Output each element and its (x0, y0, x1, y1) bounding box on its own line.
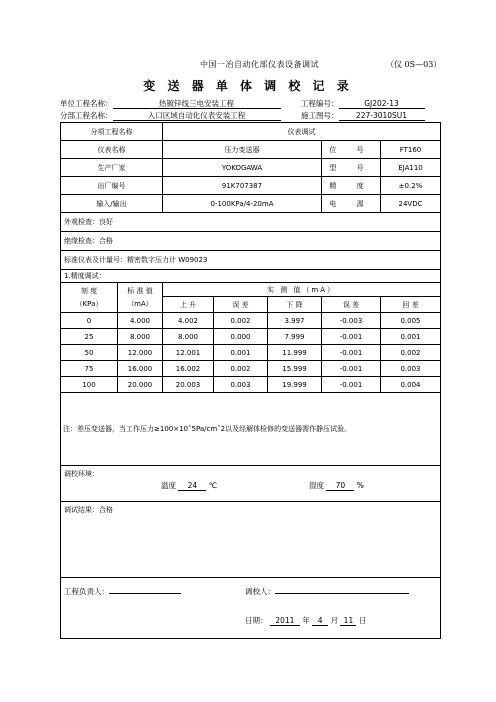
scale-header-unit: （KPa） (75, 299, 103, 308)
date-group (245, 615, 366, 626)
environment-cell (61, 466, 441, 502)
manufacturer-label: 生产厂家 (61, 159, 163, 177)
date-month: 4 (312, 616, 328, 626)
cell-scale: 50 (61, 345, 118, 361)
tag-label: 位 号 (322, 141, 381, 159)
table-row (61, 313, 441, 329)
cell-rising-error: 0.002 (214, 313, 268, 329)
serial-row (61, 177, 441, 195)
environment-row (61, 466, 441, 502)
cell-rising-error: 0.000 (214, 329, 268, 345)
signature-cell (61, 578, 441, 639)
subitem-label: 分项工程名称 (61, 123, 163, 141)
instrument-row (61, 141, 441, 159)
sub-project-label: 分部工程名称： (60, 111, 113, 120)
unit-project-label: 单位工程名称： (60, 99, 113, 108)
tester-group (245, 586, 409, 597)
signature-row (61, 578, 441, 639)
cell-rising: 4.002 (163, 313, 214, 329)
cell-rising: 12.001 (163, 345, 214, 361)
drawing-number-label: 施工图号： (301, 111, 339, 120)
rising-error-header: 误 差 (214, 297, 268, 313)
cell-scale: 0 (61, 313, 118, 329)
cell-rising: 8.000 (163, 329, 214, 345)
drawing-number-value: 227-3010SU1 (339, 111, 425, 121)
model-value: EJA110 (381, 159, 441, 177)
cell-falling: 3.997 (268, 313, 322, 329)
instrument-name-label: 仪表名称 (61, 141, 163, 159)
model-label: 型 号 (322, 159, 381, 177)
project-number-line (301, 98, 425, 109)
unit-project-value: 热镀锌线三电安装工程 (113, 99, 281, 109)
cell-standard: 8.000 (118, 329, 163, 345)
cell-falling-error: -0.003 (322, 313, 381, 329)
temperature-group (161, 480, 217, 491)
cell-scale: 25 (61, 329, 118, 345)
scale-header (61, 283, 118, 313)
date-label: 日期： (245, 616, 268, 625)
unit-project-line (60, 98, 281, 109)
cell-standard: 12.000 (118, 345, 163, 361)
day-unit: 日 (358, 616, 367, 625)
cell-rising: 16.002 (163, 361, 214, 377)
cell-falling-error: -0.001 (322, 345, 381, 361)
form-code: （仪 0S—03） (386, 60, 442, 69)
temperature-unit: ℃ (208, 481, 218, 490)
insulation-check: 绝缘检查：合格 (61, 232, 441, 251)
standard-value-header-label: 标 准 值 (127, 286, 153, 295)
accuracy-section-title: 1.精度调试： (61, 270, 441, 283)
drawing-number-line (301, 110, 425, 121)
serial-value: 91K707387 (163, 177, 322, 195)
sub-project-line (60, 110, 281, 121)
insulation-row (61, 232, 441, 251)
cell-rising: 20.003 (163, 377, 214, 393)
cell-rising-error: 0.001 (214, 345, 268, 361)
power-label: 电 源 (322, 195, 381, 213)
accuracy-value: ±0.2% (381, 177, 441, 195)
temperature-value: 24 (178, 481, 206, 491)
tester-signature-line (275, 593, 409, 594)
manufacturer-value: YOKOGAWA (163, 159, 322, 177)
cell-scale: 75 (61, 361, 118, 377)
table-row (61, 329, 441, 345)
calibration-form (60, 122, 441, 639)
cell-hysteresis: 0.001 (381, 329, 441, 345)
scale-header-label: 刻 度 (80, 286, 98, 295)
subitem-value: 仪表调试 (163, 123, 441, 141)
month-unit: 月 (330, 616, 339, 625)
test-result: 调试结果：合格 (61, 502, 441, 578)
environment-label: 调校环境： (64, 470, 99, 478)
cell-standard: 16.000 (118, 361, 163, 377)
standard-row (61, 251, 441, 270)
cell-hysteresis: 0.005 (381, 313, 441, 329)
humidity-value: 70 (326, 481, 354, 491)
subitem-row (61, 123, 441, 141)
appearance-row (61, 213, 441, 232)
humidity-group (309, 480, 364, 491)
rising-header: 上 升 (163, 297, 214, 313)
cell-falling: 11.999 (268, 345, 322, 361)
tag-value: FT160 (381, 141, 441, 159)
cell-falling: 7.999 (268, 329, 322, 345)
cell-falling-error: -0.001 (322, 361, 381, 377)
cell-rising-error: 0.002 (214, 361, 268, 377)
cell-hysteresis: 0.003 (381, 361, 441, 377)
cell-standard: 4.000 (118, 313, 163, 329)
appearance-check: 外观检查：良好 (61, 213, 441, 232)
result-row (61, 502, 441, 578)
date-year: 2011 (270, 616, 300, 626)
cell-standard: 20.000 (118, 377, 163, 393)
humidity-unit: % (356, 481, 364, 490)
temperature-label: 温度 (161, 481, 176, 490)
tester-label: 调校人： (245, 587, 275, 596)
io-row (61, 195, 441, 213)
project-leader-signature-line (109, 593, 181, 594)
power-value: 24VDC (381, 195, 441, 213)
project-number-label: 工程编号： (301, 99, 339, 108)
project-number-value: GJ202-13 (339, 99, 425, 109)
cell-falling-error: -0.001 (322, 329, 381, 345)
cell-falling: 15.999 (268, 361, 322, 377)
date-day: 11 (340, 616, 356, 626)
falling-header: 下 降 (268, 297, 322, 313)
table-row (61, 345, 441, 361)
sub-project-value: 入口区域自动化仪表安装工程 (113, 111, 281, 121)
table-row (61, 361, 441, 377)
io-label: 输入/输出 (61, 195, 163, 213)
accuracy-label: 精 度 (322, 177, 381, 195)
humidity-label: 湿度 (309, 481, 324, 490)
page-title: 变 送 器 单 体 调 校 记 录 (143, 79, 353, 93)
standard-value-header-unit: （mA） (127, 299, 153, 308)
cell-scale: 100 (61, 377, 118, 393)
measured-header: 实 测 值（mA） (163, 283, 441, 297)
hysteresis-header: 回 差 (381, 297, 441, 313)
table-header-row-1 (61, 283, 441, 297)
standard-instrument: 标准仪表及计量号：精密数字压力计 W09023 (61, 251, 441, 270)
instrument-name-value: 压力变送器 (163, 141, 322, 159)
cell-hysteresis: 0.004 (381, 377, 441, 393)
standard-value-header (118, 283, 163, 313)
project-leader-label: 工程负责人： (64, 587, 109, 596)
cell-falling: 19.999 (268, 377, 322, 393)
serial-label: 出厂编号 (61, 177, 163, 195)
organization-header: 中国一冶自动化部仪表设备调试 (200, 60, 319, 69)
cell-rising-error: 0.003 (214, 377, 268, 393)
io-value: 0-100KPa/4-20mA (163, 195, 322, 213)
table-row (61, 377, 441, 393)
static-pressure-note: 注：差压变送器，当工作压力≥100×10ˆ5Pa/cmˆ2以及经解体检修的变送器需作静压试验。 (63, 425, 352, 433)
project-leader-group (64, 586, 181, 597)
section-row (61, 270, 441, 283)
cell-falling-error: -0.001 (322, 377, 381, 393)
cell-hysteresis: 0.002 (381, 345, 441, 361)
falling-error-header: 误 差 (322, 297, 381, 313)
manufacturer-row (61, 159, 441, 177)
year-unit: 年 (302, 616, 310, 625)
